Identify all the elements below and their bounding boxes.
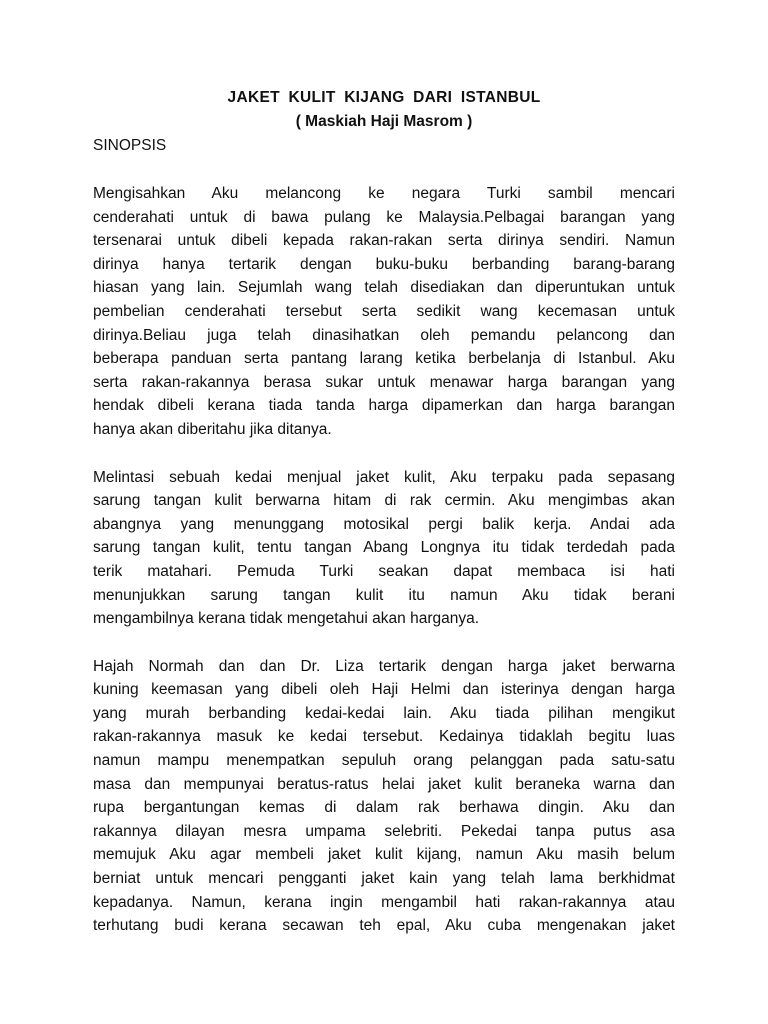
document-title: JAKET KULIT KIJANG DARI ISTANBUL [227,89,541,106]
paragraph-line: rakan-rakannya masuk ke kedai tersebut. Kedainya tidaklah begitu luas [93,728,675,746]
paragraph-line: hanya akan diberitahu jika ditanya. [93,420,332,438]
document-author: ( Maskiah Haji Masrom ) [295,113,473,130]
section-label: SINOPSIS [93,137,167,154]
paragraph-line: cenderahati untuk di bawa pulang ke Malaysia.Pelbagai barangan yang [93,208,675,226]
paragraph-line: serta rakan-rakannya berasa sukar untuk menawar harga barangan yang [93,373,675,391]
paragraph-line: dirinya hanya tertarik dengan buku-buku berbanding barang-barang [93,255,675,273]
paragraph-line: tersenarai untuk dibeli kepada rakan-rakan serta dirinya sendiri. Namun [93,232,675,250]
paragraph-line: namun mampu menempatkan sepuluh orang pelanggan pada satu-satu [93,752,675,770]
paragraph-line: memujuk Aku agar membeli jaket kulit kijang, namun Aku masih belum [93,846,675,864]
paragraph-line: abangnya yang menunggang motosikal pergi balik kerja. Andai ada [93,515,675,533]
paragraph-line: masa dan mempunyai beratus-ratus helai jaket kulit beraneka warna dan [93,775,675,793]
paragraph-line: beberapa panduan serta pantang larang ketika berbelanja di Istanbul. Aku [93,350,675,368]
paragraph-line: dirinya.Beliau juga telah dinasihatkan oleh pemandu pelancong dan [93,326,675,344]
document-page [93,86,675,962]
paragraph-line: rakannya dilayan mesra umpama selebriti. Pekedai tanpa putus asa [93,822,675,840]
paragraph-line: hiasan yang lain. Sejumlah wang telah disediakan dan diperuntukan untuk [93,279,675,297]
paragraph-line: menunjukkan sarung tangan kulit itu namun Aku tidak berani [93,586,675,604]
paragraph-line: berniat untuk mencari pengganti jaket kain yang telah lama berkhidmat [93,870,675,888]
paragraph-line: mengambilnya kerana tidak mengetahui akan harganya. [93,610,480,628]
paragraph-line: terik matahari. Pemuda Turki seakan dapat membaca isi hati [93,562,675,580]
paragraph-line: kuning keemasan yang dibeli oleh Haji Helmi dan isterinya dengan harga [93,681,675,699]
paragraph-line: Mengisahkan Aku melancong ke negara Turki sambil mencari [93,185,675,202]
paragraph-line: pembelian cenderahati tersebut serta sedikit wang kecemasan untuk [93,302,675,320]
paragraph-line: Hajah Normah dan dan Dr. Liza tertarik dengan harga jaket berwarna [93,657,675,675]
paragraph-line: rupa bergantungan kemas di dalam rak berhawa dingin. Aku dan [93,799,675,817]
paragraph [93,182,675,442]
paragraph-line: sarung tangan kulit berwarna hitam di rak cermin. Aku mengimbas akan [93,492,675,510]
paragraph-line: sarung tangan kulit, tentu tangan Abang Longnya itu tidak terdedah pada [93,539,675,557]
paragraph-line: Melintasi sebuah kedai menjual jaket kulit, Aku terpaku pada sepasang [93,468,675,486]
synopsis-body [93,182,675,938]
paragraph-line: terhutang budi kerana secawan teh epal, Aku cuba mengenakan jaket [93,917,675,935]
paragraph-line: yang murah berbanding kedai-kedai lain. Aku tiada pilihan mengikut [93,704,675,722]
paragraph [93,466,675,631]
paragraph-line: kepadanya. Namun, kerana ingin mengambil hati rakan-rakannya atau [93,893,675,911]
paragraph [93,655,675,938]
paragraph-line: hendak dibeli kerana tiada tanda harga dipamerkan dan harga barangan [93,397,675,415]
